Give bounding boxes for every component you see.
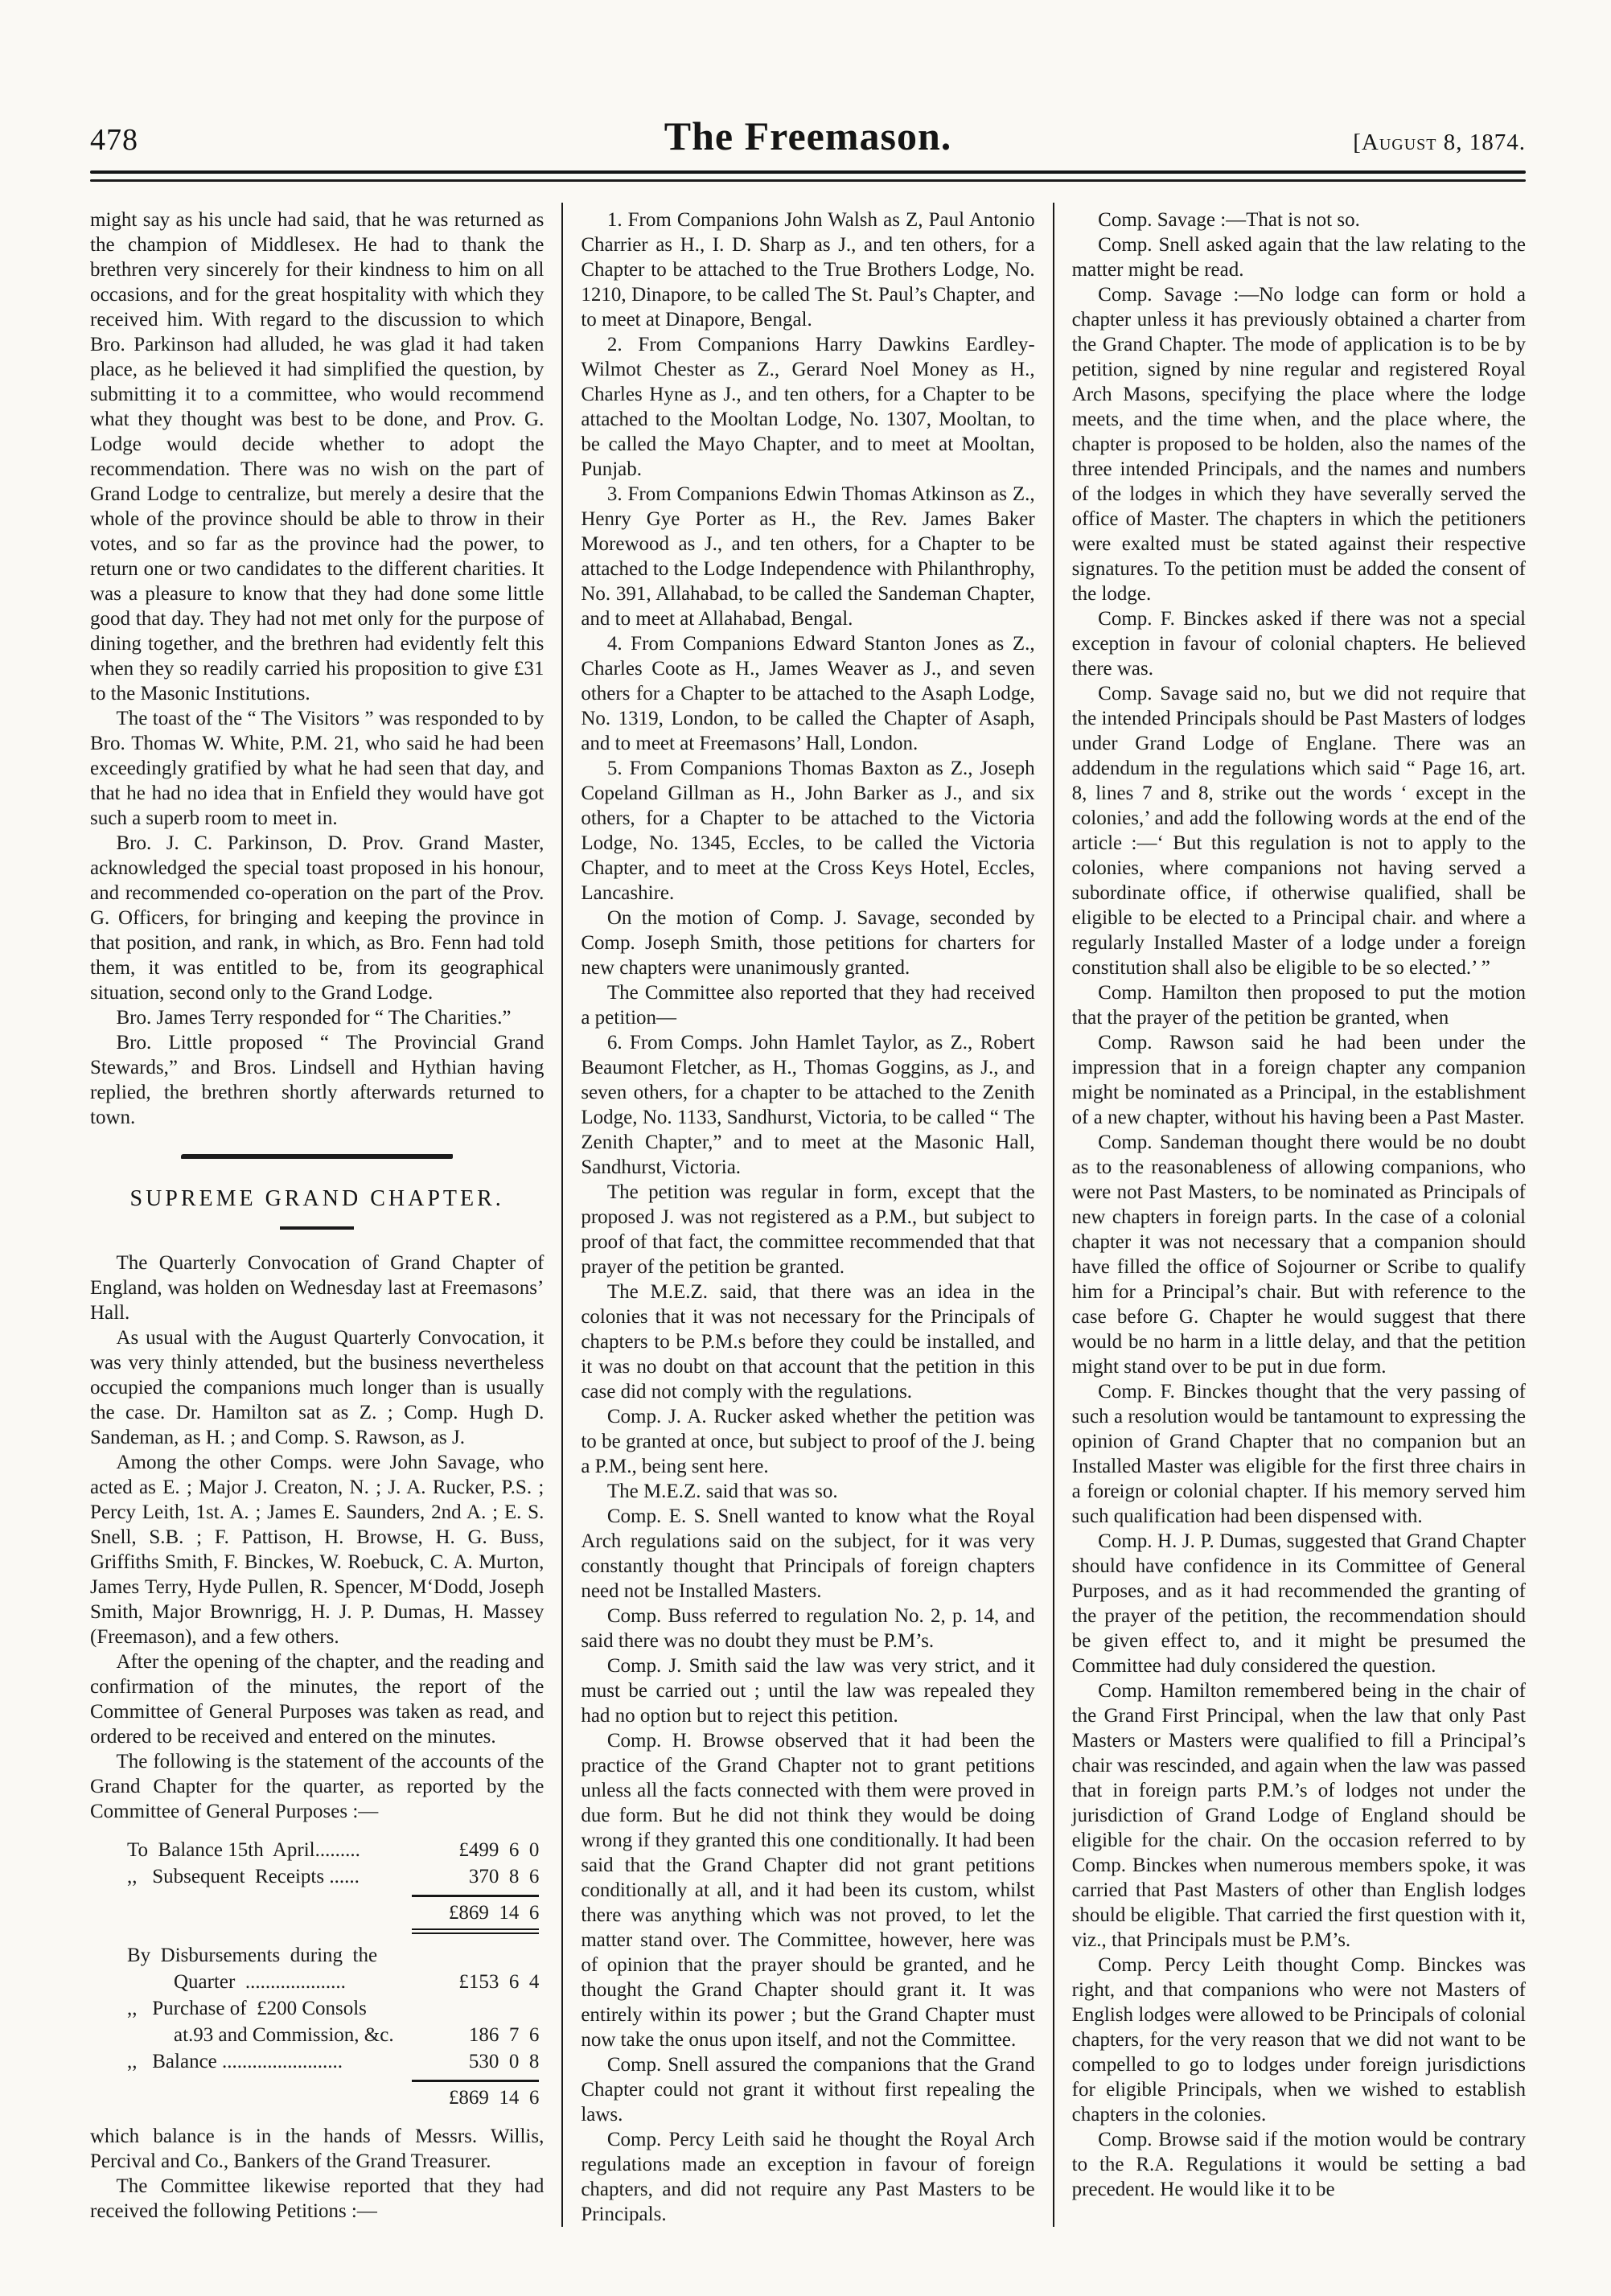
paragraph: which balance is in the hands of Messrs. Willis, Percival and Co., Bankers of the Grand Treasurer. xyxy=(90,2126,545,2172)
account-amount: £869 14 6 xyxy=(412,2080,539,2111)
paragraph: The M.E.Z. said that was so. xyxy=(606,1481,838,1502)
account-label: ,, Balance ........................ xyxy=(127,2051,343,2072)
account-line xyxy=(127,2022,539,2048)
account-line xyxy=(127,1863,539,1890)
paragraph: The petition was regular in form, except that the proposed J. was not registered as a P.M., but subject to proof of that fact, the committee recommended that that prayer of the petition be granted. xyxy=(581,1181,1035,1278)
paragraph: Comp. Savage :—No lodge can form or hold a chapter unless it has previously obtained a charter from the Grand Chapter. The mode of application is to be by petition, signed by nine regular and registered Royal Arch Masons, specifying the place where the lodge meets, and the time when, and the place where, the chapter is proposed to be holden, also the names of the three intended Principals, and the names and numbers of the lodges in which they have severally served the office of Master. The chapters in which the petitioners were exalted must be stated against their respective signatures. To the petition must be added the consent of the lodge. xyxy=(1071,284,1526,605)
masthead xyxy=(90,113,1526,159)
account-label: By Disbursements during the xyxy=(127,1945,378,1966)
paragraph: Comp. Buss referred to regulation No. 2, p. 14, and said there was no doubt they must be P.M’s. xyxy=(581,1605,1035,1652)
column-1 xyxy=(90,203,563,2227)
paragraph: Comp. F. Binckes thought that the very passing of such a resolution would be tantamount to expressing the opinion of Grand Chapter that no companion but an Installed Master was eligible for the first three chairs in a foreign or colonial chapter. If his memory served him such qualification had been dispensed with. xyxy=(1071,1381,1526,1527)
account-line xyxy=(127,1995,539,2022)
paragraph: Comp. Savage :—That is not so. xyxy=(1098,209,1360,231)
article-columns xyxy=(90,203,1526,2227)
paragraph: The Quarterly Convocation of Grand Chapter of England, was holden on Wednesday last at Freemasons’ Hall. xyxy=(90,1252,545,1324)
paragraph: might say as his uncle had said, that he was returned as the champion of Middlesex. He had to thank the brethren very sincerely for their kindness to him on all occasions, and for the great hospitality with which they received him. With regard to the discussion to which Bro. Parkinson had alluded, he was glad it had taken place, as he believed it had simplified the question, by submitting it to a committee, who would recommend what they thought was best to be done, and Prov. G. Lodge would decide whether to adopt the recommendation. There was no wish on the part of Grand Lodge to centralize, but merely a desire that the whole of the province should be able to throw in their votes, and so far as the province had the power, to return one or two candidates to the different charities. It was a pleasure to know that they had done some little good that day. They had not met only for the purpose of dining together, and the brethren had evidently felt this when they so readily carried his proposition to give £31 to the Masonic Institutions. xyxy=(90,209,545,704)
account-amount: £153 6 4 xyxy=(458,1971,540,1993)
paragraph: 1. From Companions John Walsh as Z, Paul Antonio Charrier as H., I. D. Sharp as J., and ten others, for a Chapter to be attached to the True Brothers Lodge, No. 1210, Dinapore, to be called The St. Paul’s Chapter, and to meet at Dinapore, Bengal. xyxy=(581,209,1035,331)
account-amount: 530 0 8 xyxy=(468,2051,540,2072)
paragraph: 3. From Companions Edwin Thomas Atkinson as Z., Henry Gye Porter as H., the Rev. James Baker Morewood as J., and ten others, for a Chapter to be attached to the Lodge Independence with Philanthrophy, No. 391, Allahabad, to be called the Sandeman Chapter, and to meet at Allahabad, Bengal. xyxy=(581,483,1035,630)
paragraph: Comp. H. Browse observed that it had been the practice of the Grand Chapter not to grant petitions unless all the facts connected with them were proved in due form. But he did not think they would be doing wrong if they granted this one conditionally. It had been said that the Grand Chapter did not grant petitions conditionally at all, and it had been its custom, whilst there was anything which was not proved, to let the matter stand over. The Committee, however, here was of opinion that the prayer should be granted, and he thought the Grand Chapter should grant it. It was entirely within its power ; but the Grand Chapter must now take the onus upon itself, and not the Committee. xyxy=(581,1730,1035,2051)
account-line xyxy=(127,1969,539,1995)
masthead-right xyxy=(951,129,1526,156)
page-number: 478 xyxy=(90,123,138,157)
account-label: To Balance 15th April......... xyxy=(127,1839,360,1861)
paragraph: 4. From Companions Edward Stanton Jones as Z., Charles Coote as H., James Weaver as J., and seven others for a Chapter to be attached to the Asaph Lodge, No. 1319, London, to be called the Chapter of Asaph, and to meet at Freemasons’ Hall, London. xyxy=(581,633,1035,754)
paragraph: Comp. Browse said if the motion would be contrary to the R.A. Regulations it would be setting a bad precedent. He would like it to be xyxy=(1071,2129,1526,2200)
paragraph: The following is the statement of the accounts of the Grand Chapter for the quarter, as reported by the Committee of General Purposes :— xyxy=(90,1751,545,1822)
paragraph: Comp. Snell assured the companions that the Grand Chapter could not grant it without first repealing the laws. xyxy=(581,2054,1035,2126)
paragraph: Comp. J. Smith said the law was very strict, and it must be carried out ; until the law was repealed they had no option but to reject this petition. xyxy=(581,1655,1035,1727)
account-line xyxy=(127,1837,539,1863)
paragraph: 6. From Comps. John Hamlet Taylor, as Z., Robert Beaumont Fletcher, as H., Thomas Goggins, as J., and seven others, for a chapter to be attached to the Zenith Lodge, No. 1133, Sandhurst, Victoria, to be called “ The Zenith Chapter,” and to meet at the Masonic Hall, Sandhurst, Victoria. xyxy=(581,1032,1035,1178)
accounts-statement xyxy=(127,1837,539,2111)
masthead-left xyxy=(90,122,664,158)
paragraph: As usual with the August Quarterly Convocation, it was very thinly attended, but the business nevertheless occupied the companions much longer than is usually the case. Dr. Hamilton sat as Z. ; Comp. Hugh D. Sandeman, as H. ; and Comp. S. Rawson, as J. xyxy=(90,1327,545,1448)
account-label: ,, Subsequent Receipts ...... xyxy=(127,1866,360,1887)
heading-rule xyxy=(280,1226,354,1230)
column-2 xyxy=(563,203,1054,2227)
paragraph: The Committee also reported that they had received a petition— xyxy=(581,982,1035,1029)
paragraph: Comp. E. S. Snell wanted to know what the Royal Arch regulations said on the subject, for it was very constantly thought that Principals of foreign chapters need not be Installed Masters. xyxy=(581,1505,1035,1602)
account-label: Quarter .................... xyxy=(174,1971,346,1993)
account-label: at.93 and Commission, &c. xyxy=(174,2024,394,2046)
paragraph: Comp. H. J. P. Dumas, suggested that Grand Chapter should have confidence in its Committee of General Purposes, and as it had recommended the granting of the prayer of the petition, the recommendation should be given effect to, and it might be presumed the Committee had duly considered the question. xyxy=(1071,1530,1526,1677)
paragraph: The Committee likewise reported that they had received the following Petitions :— xyxy=(90,2175,545,2222)
section-divider xyxy=(181,1154,454,1159)
paragraph: Comp. Rawson said he had been under the impression that in a foreign chapter any companion might be nominated as a Principal, in the establishment of a new chapter, without his having been a Past Master. xyxy=(1071,1032,1526,1128)
paragraph: Among the other Comps. were John Savage, who acted as E. ; Major J. Creaton, N. ; J. A. Rucker, P.S. ; Percy Leith, 1st. A. ; James E. Saunders, 2nd A. ; E. S. Snell, S.B. ; F. Pattison, H. Browse, H. G. Buss, Griffiths Smith, F. Binckes, W. Roebuck, C. A. Murton, James Terry, Hyde Pullen, R. Spencer, M‘Dodd, Joseph Smith, Major Brownrigg, H. J. P. Dumas, H. Massey (Freemason), and a few others. xyxy=(90,1452,545,1648)
issue-date: [August 8, 1874. xyxy=(1353,129,1527,155)
account-amount: 186 7 6 xyxy=(468,2024,540,2046)
paragraph: The M.E.Z. said, that there was an idea in the colonies that it was not necessary for the Principals of chapters to be P.M.s before they could be installed, and it was no doubt on that account that the petition in this case did not comply with the regulations. xyxy=(581,1281,1035,1403)
account-line xyxy=(127,1895,539,1934)
account-amount: 370 8 6 xyxy=(468,1866,540,1887)
paragraph: 5. From Companions Thomas Baxton as Z., Joseph Copeland Gillman as H., John Barker as J., and six others, for a Chapter to be attached to the Victoria Lodge, No. 1345, Eccles, to be called the Victoria Chapter, and to meet at the Cross Keys Hotel, Eccles, Lancashire. xyxy=(581,758,1035,904)
paper-title: The Freemason. xyxy=(664,113,952,158)
masthead-double-rule xyxy=(90,170,1526,182)
paragraph: Comp. Snell asked again that the law relating to the matter might be read. xyxy=(1071,234,1526,281)
paragraph: Bro. J. C. Parkinson, D. Prov. Grand Master, acknowledged the special toast proposed in his honour, and recommended co-operation on the part of the Prov. G. Officers, for bringing and keeping the province in that position, and rank, in which, as Bro. Fenn had told them, it was entitled to be, from its geographical situation, second only to the Grand Lodge. xyxy=(90,832,545,1004)
paragraph: Comp. Savage said no, but we did not require that the intended Principals should be Past Masters of lodges under Grand Lodge of Englane. There was an addendum in the regulations which said “ Page 16, art. 8, lines 7 and 8, strike out the words ‘ except in the colonies,’ and add the following words at the end of the article :—‘ But this regulation is not to apply to the colonies, where companions not having served a subordinate office, if otherwise qualified, shall be eligible to be elected to a Principal chair. and where a regularly Installed Master of a lodge under a foreign constitution shall also be eligible to be so elected.’ ” xyxy=(1071,683,1526,979)
column-3 xyxy=(1054,203,1526,2227)
paragraph: After the opening of the chapter, and the reading and confirmation of the minutes, the report of the Committee of General Purposes was taken as read, and ordered to be received and entered on the minutes. xyxy=(90,1651,545,1748)
rule-bottom xyxy=(90,179,1526,182)
paragraph: Comp. F. Binckes asked if there was not a special exception in favour of colonial chapters. He believed there was. xyxy=(1071,608,1526,680)
account-line xyxy=(127,1942,539,1969)
paragraph: Comp. J. A. Rucker asked whether the petition was to be granted at once, but subject to proof of the J. being a P.M., being sent here. xyxy=(581,1406,1035,1477)
section-heading: SUPREME GRAND CHAPTER. xyxy=(129,1186,504,1211)
account-amount: £869 14 6 xyxy=(412,1895,539,1934)
paragraph: Comp. Percy Leith thought Comp. Binckes was right, and that companions who were not Masters of English lodges were allowed to be Principals of colonial chapters, for the very reason that we did not want to be compelled to go to lodges under foreign jurisdictions for eligible Principals, when we wished to establish chapters in the colonies. xyxy=(1071,1954,1526,2126)
paragraph: Comp. Sandeman thought there would be no doubt as to the reasonableness of allowing companions, who were not Past Masters, to be nominated as Principals of new chapters in foreign parts. In the case of a colonial chapter it was not necessary that a companion should have filled the office of Sojourner or Scribe to qualify him for a Principal’s chair. But with reference to the case before G. Chapter he would suggest that there would be no harm in a little delay, and that the petition might stand over to be put in due form. xyxy=(1071,1132,1526,1378)
paragraph: The toast of the “ The Visitors ” was responded to by Bro. Thomas W. White, P.M. 21, who said he had been exceedingly gratified by what he had seen that day, and that he had no idea that in Enfield they would have got such a superb room to meet in. xyxy=(90,708,545,829)
paragraph: Comp. Percy Leith said he thought the Royal Arch regulations made an exception in favour of foreign chapters, and did not require any Past Masters to be Principals. xyxy=(581,2129,1035,2225)
account-line xyxy=(127,2080,539,2111)
account-line xyxy=(127,2048,539,2075)
account-amount: £499 6 0 xyxy=(458,1839,540,1861)
paragraph: Comp. Hamilton then proposed to put the motion that the prayer of the petition be granted, when xyxy=(1071,982,1526,1029)
paragraph: Comp. Hamilton remembered being in the chair of the Grand First Principal, when the law that only Past Masters or Masters were qualified to fill a Principal’s chair was rescinded, and again when the law was passed that in foreign parts P.M.’s of lodges not under the jurisdiction of Grand Lodge of England should be eligible for the chair. On the occasion referred to by Comp. Binckes when numerous members spoke, it was carried that Past Masters of other than English lodges should be eligible. That carried the first question with it, viz., that Principals must be P.M’s. xyxy=(1071,1680,1526,1951)
paragraph: On the motion of Comp. J. Savage, seconded by Comp. Joseph Smith, those petitions for charters for new chapters were unanimously granted. xyxy=(581,907,1035,979)
paragraph: 2. From Companions Harry Dawkins Eardley-Wilmot Chester as Z., Gerard Noel Money as H., Charles Hyne as J., and ten others, for a Chapter to be attached to the Mooltan Lodge, No. 1307, Mooltan, to be called the Mayo Chapter, and to meet at Mooltan, Punjab. xyxy=(581,334,1035,480)
account-label: ,, Purchase of £200 Consols xyxy=(127,1998,367,2019)
paragraph: Bro. James Terry responded for “ The Charities.” xyxy=(116,1007,512,1029)
rule-top xyxy=(90,170,1526,174)
paragraph: Bro. Little proposed “ The Provincial Grand Stewards,” and Bros. Lindsell and Hythian having replied, the brethren shortly afterwards returned to town. xyxy=(90,1032,545,1128)
